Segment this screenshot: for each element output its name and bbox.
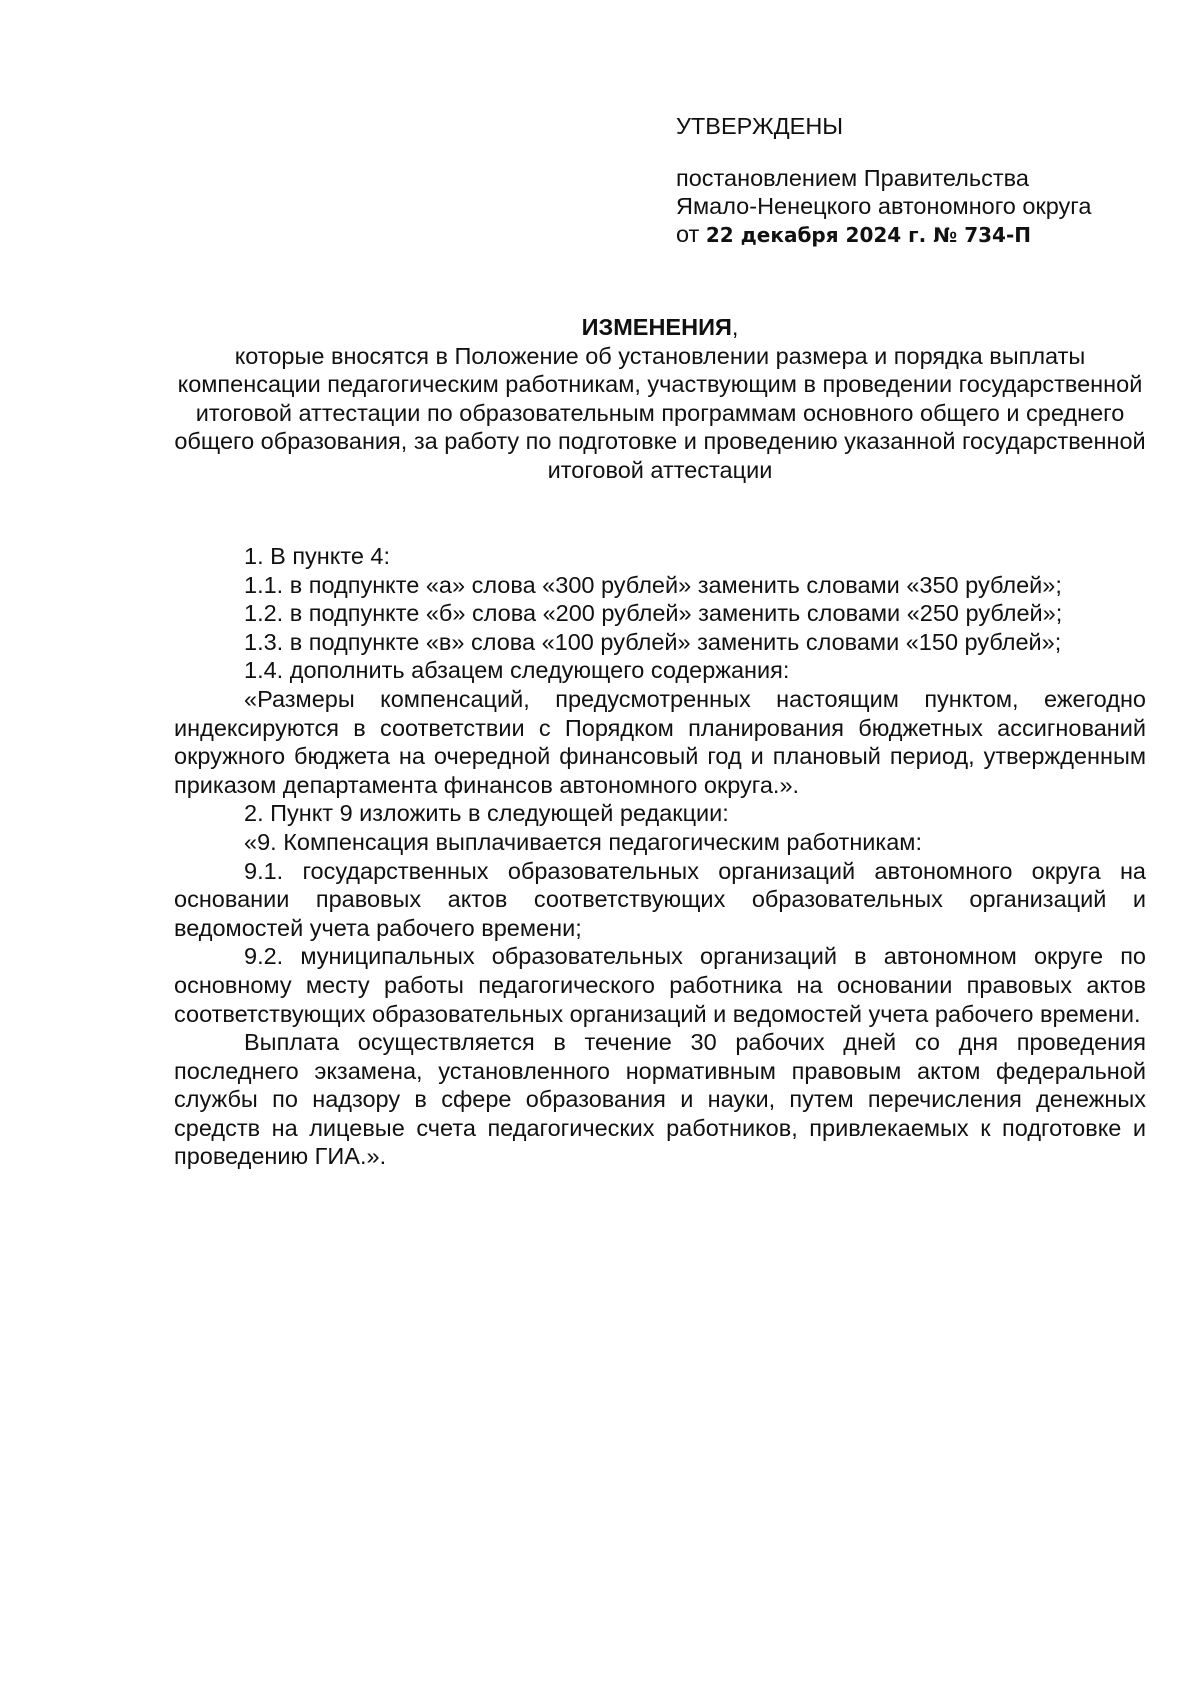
paragraph-payment: Выплата осуществляется в течение 30 рабочих дней со дня проведения последнего экзамена, установленного нормативным правовым актом федеральной службы по надзору в сфере образования и науки, путем перечисления денежных средств на лицевые счета педагогических работников, привлекаемых к подготовке и проведению ГИА.». — [174, 1029, 1146, 1170]
document-title-line — [160, 313, 1160, 342]
paragraph-1-1: 1.1. в подпункте «а» слова «300 рублей» заменить словами «350 рублей»; — [244, 571, 1062, 598]
paragraph-1-4-text: «Размеры компенсаций, предусмотренных настоящим пунктом, ежегодно индексируются в соответствии с Порядком планирования бюджетных ассигнований окружного бюджета на очередной финансовый год и плановый период, утвержденным приказом департамента финансов автономного округа.». — [174, 685, 1146, 798]
paragraph-1: 1. В пункте 4: — [244, 543, 391, 569]
approval-block — [676, 112, 1176, 249]
approval-line-1: постановлением Правительства — [676, 165, 1029, 191]
approval-line-2: Ямало-Ненецкого автономного округа — [676, 193, 1092, 219]
document-title: ИЗМЕНЕНИЯ — [581, 314, 732, 340]
paragraph-1-2: 1.2. в подпункте «б» слова «200 рублей» заменить словами «250 рублей»; — [244, 600, 1063, 627]
paragraph-1-4: 1.4. дополнить абзацем следующего содержания: — [244, 657, 790, 684]
document-subtitle: которые вносятся в Положение об установлении размера и порядка выплаты компенсации педагогическим работникам, участвующим в проведении государственной итоговой аттестации по образовательным программам основного общего и среднего общего образования, за работу по подготовке и проведению указанной государственной итоговой аттестации — [174, 342, 1146, 483]
document-heading — [160, 313, 1160, 485]
document-body — [174, 542, 1146, 1171]
approval-title: УТВЕРЖДЕНЫ — [676, 113, 844, 139]
paragraph-2: 2. Пункт 9 изложить в следующей редакции: — [244, 800, 729, 827]
approval-date-prefix: от — [676, 221, 700, 247]
paragraph-9: «9. Компенсация выплачивается педагогическим работникам: — [244, 828, 922, 855]
paragraph-9-1: 9.1. государственных образовательных организаций автономного округа на основании правовых актов соответствующих образовательных организаций и ведомостей учета рабочего времени; — [174, 857, 1146, 941]
paragraph-9-2: 9.2. муниципальных образовательных организаций в автономном округе по основному месту работы педагогического работника на основании правовых актов соответствующих образовательных организаций и ведомостей учета рабочего времени. — [174, 943, 1146, 1027]
approval-date-number: 22 декабря 2024 г. № 734-П — [705, 223, 1031, 247]
document-title-suffix: , — [731, 314, 739, 340]
approval-date-line — [676, 220, 1176, 249]
paragraph-1-3: 1.3. в подпункте «в» слова «100 рублей» заменить словами «150 рублей»; — [244, 628, 1062, 655]
